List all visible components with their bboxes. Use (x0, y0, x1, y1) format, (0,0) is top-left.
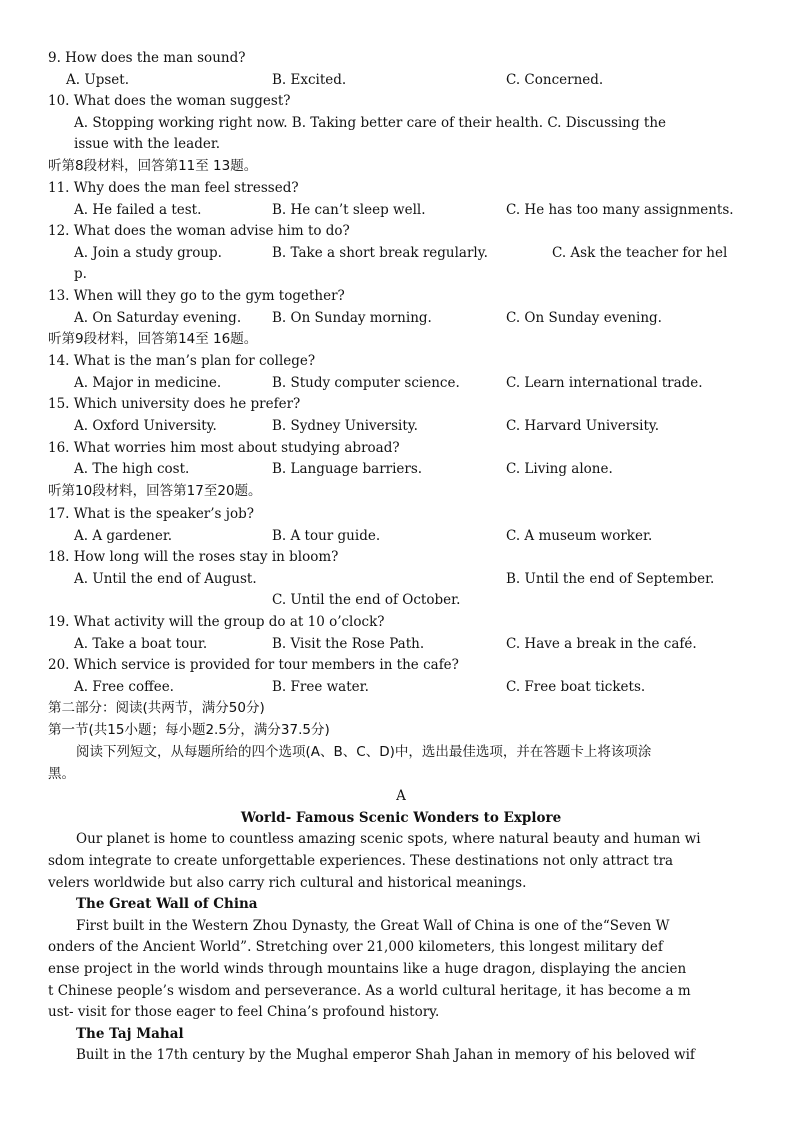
question-9-options (48, 70, 754, 92)
question-18-options-cont (48, 590, 754, 612)
question-11-options (48, 200, 754, 222)
question-15-options (48, 416, 754, 438)
option-b: B. Language barriers. (272, 461, 423, 477)
question-text: 16. What worries him most about studying abroad? (48, 440, 400, 456)
question-12-options-cont (48, 264, 754, 286)
option-c: C. A museum worker. (506, 528, 653, 544)
question-text: 17. What is the speaker’s job? (48, 506, 254, 522)
question-text: 10. What does the woman suggest? (48, 93, 291, 109)
question-19 (48, 612, 754, 634)
question-text: 13. When will they go to the gym together? (48, 288, 345, 304)
option-a: A. Major in medicine. (74, 375, 222, 391)
option-c: C. Until the end of October. (272, 592, 461, 608)
question-text: 18. How long will the roses stay in bloom? (48, 549, 339, 565)
question-text: 14. What is the man’s plan for college? (48, 353, 316, 369)
subheading-taj-mahal: The Taj Mahal (76, 1026, 184, 1042)
section-8-heading: 听第8段材料，回答第11至 13题。 (48, 158, 258, 174)
intro-line-2: sdom integrate to create unforgettable experiences. These destinations not only attract tra (48, 853, 674, 869)
options-continuation: issue with the leader. (74, 136, 221, 152)
question-18-options (48, 569, 754, 591)
question-16-options (48, 459, 754, 481)
question-20 (48, 655, 754, 677)
question-text: 11. Why does the man feel stressed? (48, 180, 299, 196)
option-b: B. Study computer science. (272, 375, 460, 391)
options-line: A. Stopping working right now. B. Taking better care of their health. C. Discussing the (74, 115, 667, 131)
option-a: A. Take a boat tour. (74, 636, 208, 652)
question-12 (48, 221, 754, 243)
great-wall-line-4: t Chinese people’s wisdom and perseverance. As a world cultural heritage, it has become a m (48, 983, 691, 999)
option-a: A. Join a study group. (74, 245, 222, 261)
question-text: 12. What does the woman advise him to do? (48, 223, 350, 239)
taj-mahal-line-1: Built in the 17th century by the Mughal emperor Shah Jahan in memory of his beloved wif (76, 1047, 695, 1063)
intro-line-3: velers worldwide but also carry rich cultural and historical meanings. (48, 875, 527, 891)
intro-line-1: Our planet is home to countless amazing scenic spots, where natural beauty and human wi (76, 831, 701, 847)
question-11 (48, 178, 754, 200)
question-10-options-cont (48, 134, 754, 156)
option-b: B. A tour guide. (272, 528, 381, 544)
option-b: B. Sydney University. (272, 418, 418, 434)
option-c-continuation: p. (74, 266, 87, 282)
option-a: A. The high cost. (74, 461, 190, 477)
part-2-heading: 第二部分：阅读(共两节，满分50分) (48, 700, 265, 716)
option-a: A. He failed a test. (74, 202, 202, 218)
option-a: A. Oxford University. (74, 418, 217, 434)
instructions-line-2: 黑。 (48, 766, 75, 782)
option-b: B. Free water. (272, 679, 369, 695)
section-9-heading: 听第9段材料，回答第14至 16题。 (48, 331, 258, 347)
question-17 (48, 504, 754, 526)
question-text: 15. Which university does he prefer? (48, 396, 301, 412)
question-10 (48, 91, 754, 113)
question-text: 20. Which service is provided for tour members in the cafe? (48, 657, 459, 673)
question-15 (48, 394, 754, 416)
question-14 (48, 351, 754, 373)
option-a: A. Upset. (66, 72, 129, 88)
option-c: C. Concerned. (506, 72, 604, 88)
subheading-great-wall: The Great Wall of China (76, 896, 258, 912)
passage-title: World- Famous Scenic Wonders to Explore (240, 810, 562, 826)
great-wall-line-3: ense project in the world winds through mountains like a huge dragon, displaying the ancien (48, 961, 687, 977)
question-19-options (48, 634, 754, 656)
option-c: C. On Sunday evening. (506, 310, 662, 326)
option-c: C. Harvard University. (506, 418, 660, 434)
section-1-heading: 第一节(共15小题；每小题2.5分，满分37.5分) (48, 722, 330, 738)
question-text: 19. What activity will the group do at 10 o’clock? (48, 614, 385, 630)
option-b: B. On Sunday morning. (272, 310, 432, 326)
question-20-options (48, 677, 754, 699)
option-b: B. Until the end of September. (506, 571, 715, 587)
great-wall-line-2: onders of the Ancient World”. Stretching over 21,000 kilometers, this longest military def (48, 939, 663, 955)
great-wall-line-1: First built in the Western Zhou Dynasty, the Great Wall of China is one of the“Seven W (76, 918, 670, 934)
question-17-options (48, 526, 754, 548)
option-c: C. Living alone. (506, 461, 613, 477)
great-wall-line-5: ust- visit for those eager to feel China’s profound history. (48, 1004, 440, 1020)
option-b: B. He can’t sleep well. (272, 202, 426, 218)
option-a: A. Until the end of August. (74, 571, 257, 587)
option-a: A. Free coffee. (74, 679, 174, 695)
option-b: B. Take a short break regularly. (272, 245, 488, 261)
option-c: C. Free boat tickets. (506, 679, 646, 695)
option-c: C. He has too many assignments. (506, 202, 734, 218)
option-a: A. On Saturday evening. (74, 310, 242, 326)
question-12-options (48, 243, 754, 265)
passage-letter: A (396, 788, 406, 804)
section-10-heading: 听第10段材料，回答第17至20题。 (48, 483, 262, 499)
option-b: B. Visit the Rose Path. (272, 636, 425, 652)
instructions-line-1: 阅读下列短文，从每题所给的四个选项(A、B、C、D)中，选出最佳选项，并在答题卡上将该项涂 (76, 744, 652, 760)
option-c: C. Learn international trade. (506, 375, 703, 391)
question-13 (48, 286, 754, 308)
question-18 (48, 547, 754, 569)
question-16 (48, 438, 754, 460)
option-c: C. Have a break in the café. (506, 636, 697, 652)
option-c: C. Ask the teacher for hel (552, 245, 728, 261)
question-14-options (48, 373, 754, 395)
question-13-options (48, 308, 754, 330)
question-9 (48, 48, 754, 70)
option-b: B. Excited. (272, 72, 347, 88)
question-10-options (48, 113, 754, 135)
question-text: 9. How does the man sound? (48, 50, 246, 66)
option-a: A. A gardener. (74, 528, 173, 544)
